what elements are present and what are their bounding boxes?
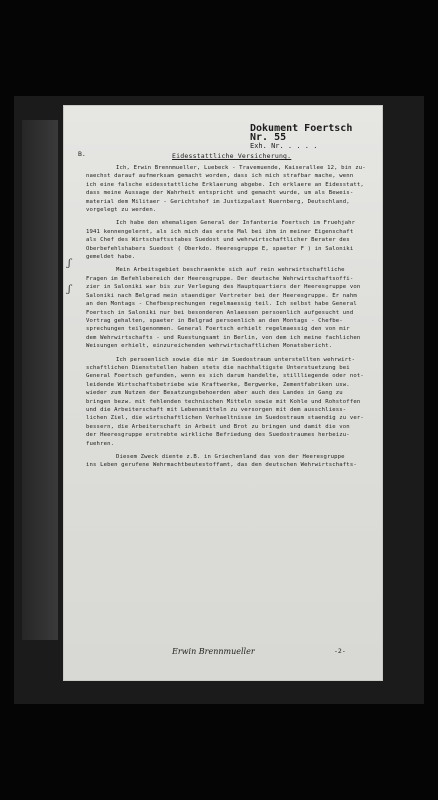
text-line: Ich habe den ehemaligen General der Infanterie Foertsch im Fruehjahr	[116, 220, 356, 227]
margin-mark: ʃ	[68, 284, 71, 295]
page-mark: B.	[78, 150, 86, 158]
document-page	[64, 106, 382, 680]
page-number: -2-	[334, 647, 346, 655]
text-line: Ich, Erwin Brennmueller, Luebeck - Travemuende, Kaiserallee 12, bin zu-	[116, 165, 366, 171]
text-line: Oberbefehlshabers Suedost ( Oberkdo. Heeresgruppe E, spaeter F ) in Saloniki	[86, 245, 354, 252]
text-line: Vortrag gehalten, spaeter in Belgrad persoenlich an den Montags - Chefbe-	[86, 317, 343, 324]
text-line: Foertsch in Saloniki nur bei besonderen Anlaessen persoenlich aufgesucht und	[86, 309, 354, 316]
margin-mark: ʃ	[68, 258, 71, 269]
text-line: material dem Militaer - Gerichtshof im Justizpalast Nuernberg, Deutschland,	[86, 198, 350, 205]
document-title: Eidesstattliche Versicherung.	[172, 152, 292, 160]
text-line: Saloniki nach Belgrad mein staendiger Vertreter bei der Heeresgruppe. Er nahm	[86, 292, 357, 299]
text-line: bessern, die Arbeiterschaft in Arbeit und Brot zu bringen und damit die von	[86, 423, 350, 430]
text-line: vorgelegt zu werden.	[86, 207, 157, 214]
text-line: gemeldet habe.	[86, 254, 136, 261]
text-line: als Chef des Wirtschaftsstabes Suedost und wehrwirtschaftlicher Berater des	[86, 237, 350, 244]
text-line: wieder zum Nutzen der Besatzungsbehoerden aber auch des Landes in Gang zu	[86, 390, 343, 397]
exhibit-number: Exh. Nr. . . . .	[250, 142, 318, 150]
text-line: der Heeresgruppe erstrebte wirkliche Befriedung des Suedostraumes herbeizu-	[86, 432, 350, 439]
text-line: ich eine falsche eidesstattliche Erklaerung abgebe. Ich erklaere an Eidesstatt,	[86, 181, 364, 188]
document-header	[250, 124, 360, 151]
text-line: ins Leben gerufene Wehrmachtbeutestoffamt, das den deutschen Wehrwirtschafts-	[86, 462, 357, 469]
page-shadow	[22, 120, 58, 640]
text-line: Ich persoenlich sowie die mir im Suedostraum unterstellten wehrwirt-	[116, 356, 356, 363]
text-line: 1941 kennengelernt, als ich mich das erste Mal bei ihm in meiner Eigenschaft	[86, 228, 354, 235]
text-line: naechst darauf aufmerksam gemacht worden, dass ich mich strafbar mache, wenn	[86, 173, 354, 180]
text-line: Weisungen erhielt, einzureichenden wehrwirtschaftlichen Monatsbericht.	[86, 343, 333, 350]
text-line: fuehren.	[86, 440, 115, 447]
text-line: sprechungen teilgenommen. General Foertsch erhielt regelmaessig den von mir	[86, 326, 350, 333]
text-line: dass meine Aussage der Wahrheit entspricht und gemacht wurde, um als Beweis-	[86, 190, 354, 197]
text-line: dem Wehrwirtschafts - und Ruestungsamt in Berlin, von dem ich meine fachlichen	[86, 334, 361, 341]
text-line: zier in Saloniki war bis zur Verlegung des Hauptquartiers der Heeresgruppe von	[86, 284, 361, 291]
text-line: lichen Ziel, die wirtschaftlichen Verhaeltnisse im Suedostraum staendig zu ver-	[86, 415, 364, 422]
text-line: Fragen im Befehlsbereich der Heeresgruppe. Der deutsche Wehrwirtschaftsoffi-	[86, 275, 354, 282]
document-body	[86, 164, 372, 470]
text-line: schaftlichen Dienststellen haben stets die nachhaltigste Unterstuetzung bei	[86, 364, 350, 371]
signature: Erwin Brennmueller	[172, 647, 255, 656]
text-line: General Foertsch gefunden, wenn es sich darum handelte, stillliegende oder not-	[86, 373, 364, 380]
document-number: Dokument Foertsch Nr. 55	[250, 123, 353, 143]
text-line: Diesem Zweck diente z.B. in Griechenland das von der Heeresgruppe	[116, 454, 345, 460]
text-line: bringen bezw. mit fehlenden technischen Mitteln sowie mit Kohle und Rohstoffen	[86, 398, 361, 405]
text-line: und die Arbeiterschaft mit Lebensmitteln zu versorgen mit dem ausschliess-	[86, 406, 347, 413]
text-line: Mein Arbeitsgebiet beschraenkte sich auf rein wehrwirtschaftliche	[116, 267, 345, 274]
text-line: leidende Wirtschaftsbetriebe wie Kraftwerke, Bergwerke, Zementfabriken usw.	[86, 381, 350, 388]
text-line: an den Montags - Chefbesprechungen regelmaessig teil. Ich selbst habe General	[86, 301, 357, 308]
